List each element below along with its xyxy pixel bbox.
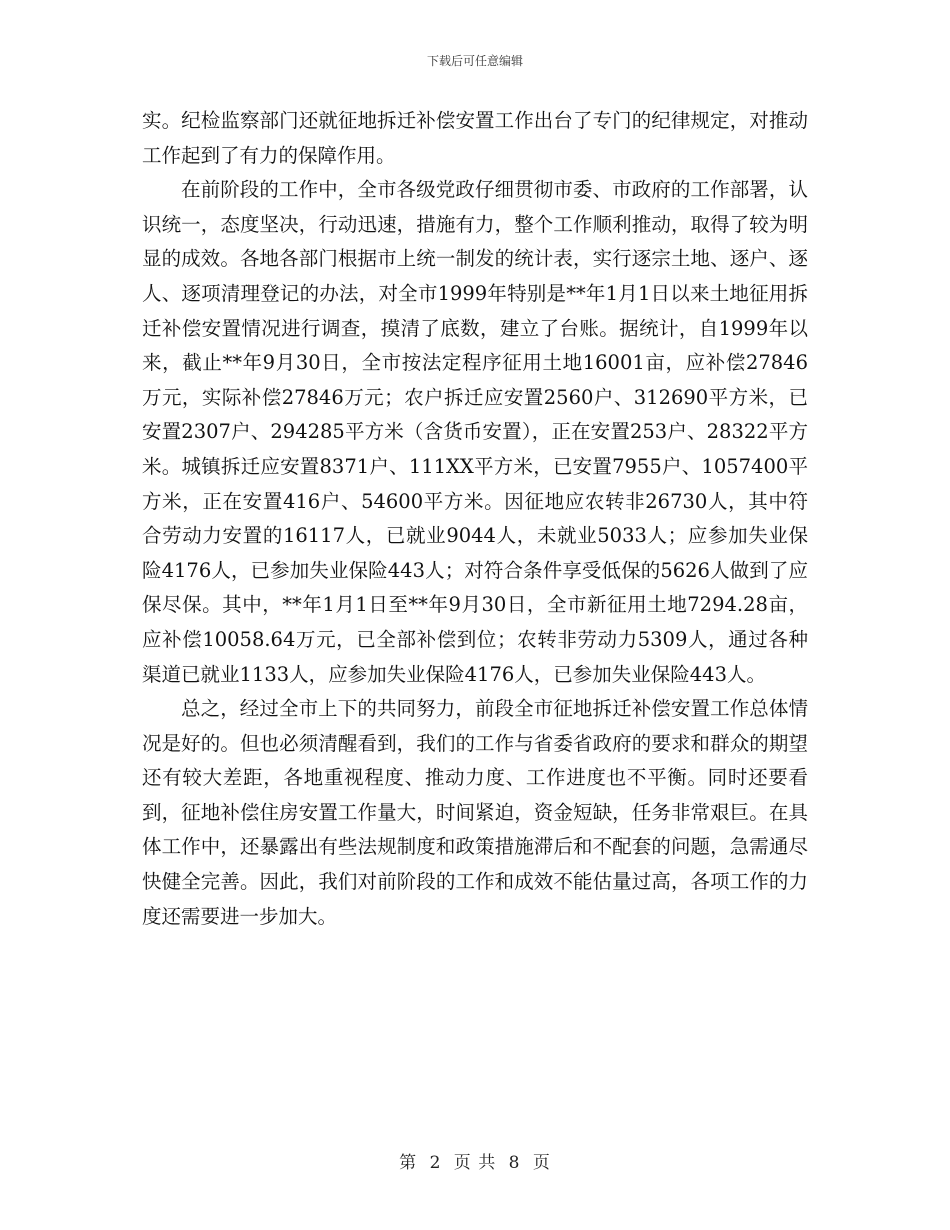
paragraph-continuation: 实。纪检监察部门还就征地拆迁补偿安置工作出台了专门的纪律规定，对推动工作起到了有力的保障作用。 bbox=[142, 109, 808, 167]
page-header: 下载后可任意编辑 bbox=[426, 54, 523, 68]
footer-total-pages: 8 bbox=[508, 1153, 521, 1173]
document-body bbox=[142, 104, 808, 934]
footer-middle: 页 共 bbox=[453, 1153, 497, 1173]
page-footer bbox=[0, 1148, 950, 1173]
paragraph-summary: 总之，经过全市上下的共同努力，前段全市征地拆迁补偿安置工作总体情况是好的。但也必须清醒看到，我们的工作与省委省政府的要求和群众的期望还有较大差距，各地重视程度、推动力度、工作进度也不平衡。同时还要看到，征地补偿住房安置工作量大，时间紧迫，资金短缺，任务非常艰巨。在具体工作中，还暴露出有些法规制度和政策措施滞后和不配套的问题，急需通尽快健全完善。因此，我们对前阶段的工作和成效不能估量过高，各项工作的力度还需要进一步加大。 bbox=[142, 697, 808, 928]
footer-prefix: 第 bbox=[399, 1153, 418, 1173]
footer-suffix: 页 bbox=[532, 1153, 551, 1173]
footer-current-page: 2 bbox=[429, 1153, 442, 1173]
paragraph-statistics: 在前阶段的工作中，全市各级党政仔细贯彻市委、市政府的工作部署，认识统一，态度坚决，行动迅速，措施有力，整个工作顺利推动，取得了较为明显的成效。各地各部门根据市上统一制发的统计表，实行逐宗土地、逐户、逐人、逐项清理登记的办法，对全市1999年特别是**年1月1日以来土地征用拆迁补偿安置情况进行调查，摸清了底数，建立了台账。据统计，自1999年以来，截止**年9月30日，全市按法定程序征用土地16001亩，应补偿27846万元，实际补偿27846万元；农户拆迁应安置2560户、312690平方米，已安置2307户、294285平方米（含货币安置），正在安置253户、28322平方米。城镇拆迁应安置8371户、111XX平方米，已安置7955户、1057400平方米，正在安置416户、54600平方米。因征地应农转非26730人，其中符合劳动力安置的16117人，已就业9044人，未就业5033人；应参加失业保险4176人，已参加失业保险443人；对符合条件享受低保的5626人做到了应保尽保。其中，**年1月1日至**年9月30日，全市新征用土地7294.28亩，应补偿10058.64万元，已全部补偿到位；农转非劳动力5309人，通过各种渠道已就业1133人，应参加失业保险4176人，已参加失业保险443人。 bbox=[142, 178, 808, 686]
